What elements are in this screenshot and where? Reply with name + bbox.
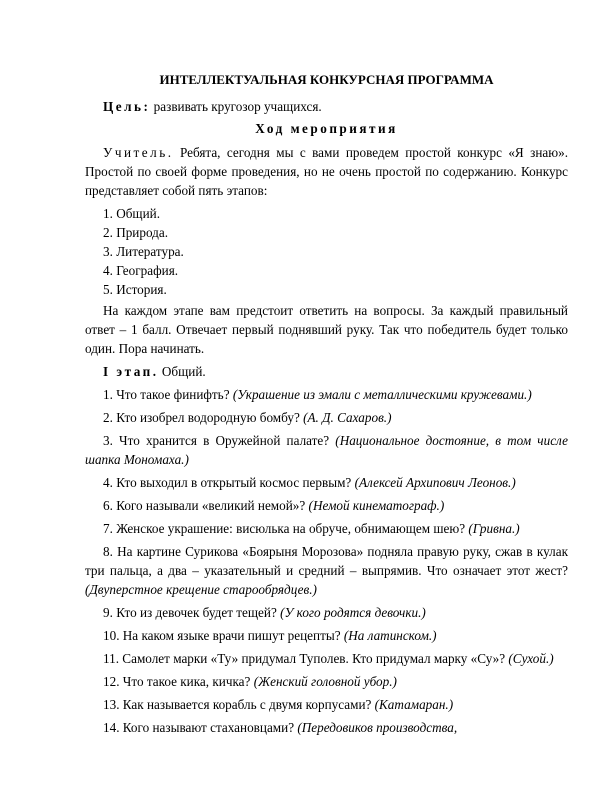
stage-heading bbox=[85, 362, 568, 381]
answer-text: (Женский головной убор.) bbox=[253, 674, 397, 689]
question-item bbox=[85, 603, 568, 622]
page-title: ИНТЕЛЛЕКТУАЛЬНАЯ КОНКУРСНАЯ ПРОГРАММА bbox=[159, 72, 494, 87]
list-item: 2. Природа. bbox=[103, 225, 169, 240]
answer-text: (Алексей Архипович Леонов.) bbox=[354, 475, 516, 490]
question-item bbox=[85, 542, 568, 599]
question-text: 6. Кого называли «великий немой»? bbox=[103, 498, 309, 513]
question-text: 7. Женское украшение: висюлька на обруче, обнимающем шею? bbox=[103, 521, 469, 536]
question-text: 12. Что такое кика, кичка? bbox=[103, 674, 254, 689]
list-item: 1. Общий. bbox=[103, 206, 160, 221]
answer-text: (Украшение из эмали с металлическими кружевами.) bbox=[232, 387, 532, 402]
list-item: 3. Литература. bbox=[103, 244, 184, 259]
goal-label: Цель: bbox=[103, 99, 151, 114]
answer-text: (Катамаран.) bbox=[374, 697, 454, 712]
question-item bbox=[85, 718, 568, 737]
question-text: 9. Кто из девочек будет тещей? bbox=[103, 605, 281, 620]
answer-text: (Гривна.) bbox=[468, 521, 520, 536]
question-item bbox=[85, 519, 568, 538]
stage-label: I этап. bbox=[103, 364, 159, 379]
question-text: 2. Кто изобрел водородную бомбу? bbox=[103, 410, 304, 425]
question-item bbox=[85, 473, 568, 492]
question-text: 3. Что хранится в Оружейной палате? bbox=[103, 433, 336, 448]
teacher-label: Учитель. bbox=[103, 145, 174, 160]
question-item bbox=[85, 672, 568, 691]
teacher-text: Ребята, сегодня мы с вами проведем простой конкурс «Я знаю». Простой по своей форме проведения, но не очень простой по содержанию. Конкурс представляет собой пять этапов: bbox=[85, 145, 568, 198]
stages-list bbox=[85, 204, 568, 299]
answer-text: (Сухой.) bbox=[508, 651, 554, 666]
question-item bbox=[85, 649, 568, 668]
teacher-paragraph bbox=[85, 143, 568, 200]
answer-text: (Передовиков производства, bbox=[297, 720, 458, 735]
goal-text: развивать кругозор учащихся. bbox=[150, 99, 322, 114]
question-item bbox=[85, 626, 568, 645]
question-item bbox=[85, 496, 568, 515]
question-item bbox=[85, 408, 568, 427]
question-text: 11. Самолет марки «Ту» придумал Туполев. Кто придумал марку «Су»? bbox=[103, 651, 509, 666]
answer-text: (Двуперстное крещение старообрядцев.) bbox=[85, 582, 317, 597]
answer-text: (На латинском.) bbox=[343, 628, 437, 643]
question-text: 1. Что такое финифть? bbox=[103, 387, 233, 402]
question-item bbox=[85, 431, 568, 469]
goal-paragraph bbox=[85, 97, 568, 116]
question-item bbox=[85, 695, 568, 714]
question-text: 10. На каком языке врачи пишут рецепты? bbox=[103, 628, 344, 643]
list-item: 5. История. bbox=[103, 282, 167, 297]
answer-text: (А. Д. Сахаров.) bbox=[303, 410, 392, 425]
event-heading: Ход мероприятия bbox=[255, 121, 398, 136]
answer-text: (Немой кинематограф.) bbox=[308, 498, 445, 513]
question-item bbox=[85, 385, 568, 404]
list-item: 4. География. bbox=[103, 263, 179, 278]
answer-text: (Национальное достояние, в том числе шапка Мономаха.) bbox=[85, 433, 568, 467]
answer-text: (У кого родятся девочки.) bbox=[280, 605, 426, 620]
question-text: 4. Кто выходил в открытый космос первым? bbox=[103, 475, 355, 490]
question-text: 13. Как называется корабль с двумя корпусами? bbox=[103, 697, 375, 712]
question-text: 8. На картине Сурикова «Боярыня Морозова» подняла правую руку, сжав в кулак три пальца, а два – указательный и средний – выпрямив. Что означает этот жест? bbox=[85, 544, 568, 578]
rules-paragraph: На каждом этапе вам предстоит ответить на вопросы. За каждый правильный ответ – 1 балл. Отвечает первый поднявший руку. Так что победитель будет только один. Пора начинать. bbox=[85, 303, 568, 356]
stage-text: Общий. bbox=[158, 364, 206, 379]
questions-list bbox=[85, 385, 568, 737]
question-text: 14. Кого называют стахановцами? bbox=[103, 720, 298, 735]
